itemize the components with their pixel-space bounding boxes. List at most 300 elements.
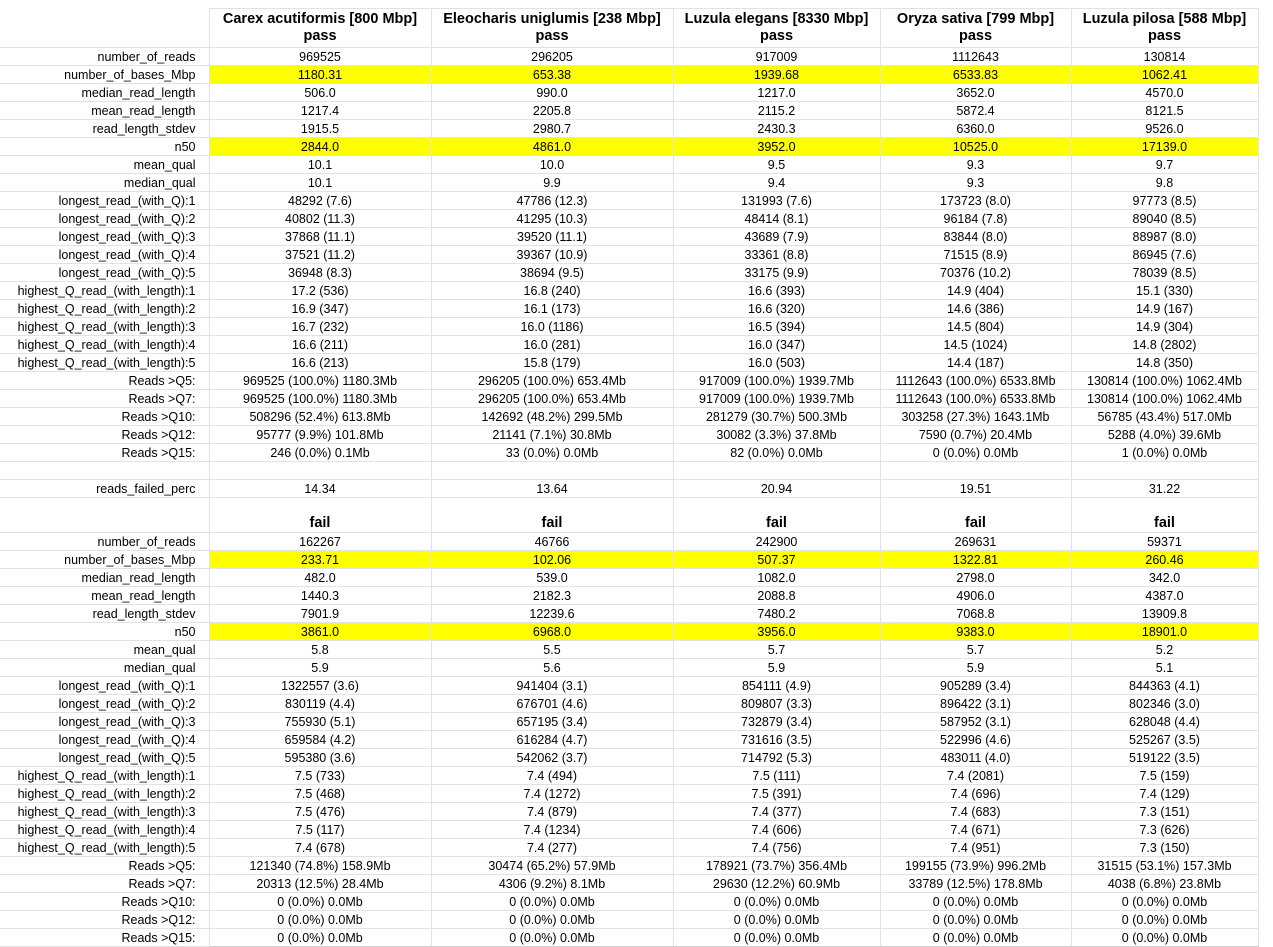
value-cell[interactable]: 4570.0	[1071, 84, 1258, 102]
value-cell[interactable]: 296205	[431, 48, 673, 66]
row-label[interactable]: mean_read_length	[0, 102, 209, 120]
value-cell[interactable]: 4306 (9.2%) 8.1Mb	[431, 875, 673, 893]
row-label[interactable]: Reads >Q5:	[0, 857, 209, 875]
value-cell[interactable]: 70376 (10.2)	[880, 264, 1071, 282]
value-cell[interactable]: 86945 (7.6)	[1071, 246, 1258, 264]
row-label[interactable]: highest_Q_read_(with_length):3	[0, 803, 209, 821]
value-cell[interactable]: 802346 (3.0)	[1071, 695, 1258, 713]
value-cell[interactable]: 616284 (4.7)	[431, 731, 673, 749]
value-cell[interactable]: 5.9	[880, 659, 1071, 677]
value-cell[interactable]: 7.4 (277)	[431, 839, 673, 857]
row-label[interactable]: median_read_length	[0, 569, 209, 587]
value-cell[interactable]: 5872.4	[880, 102, 1071, 120]
value-cell[interactable]: 7.4 (494)	[431, 767, 673, 785]
corner-cell[interactable]	[0, 9, 209, 48]
value-cell[interactable]: 7.4 (671)	[880, 821, 1071, 839]
value-cell[interactable]: 13909.8	[1071, 605, 1258, 623]
value-cell[interactable]: 7.5 (476)	[209, 803, 431, 821]
value-cell[interactable]: 628048 (4.4)	[1071, 713, 1258, 731]
value-cell[interactable]: 2088.8	[673, 587, 880, 605]
empty-cell[interactable]	[673, 498, 880, 516]
value-cell[interactable]: 16.0 (503)	[673, 354, 880, 372]
value-cell[interactable]: 0 (0.0%) 0.0Mb	[1071, 911, 1258, 929]
row-label[interactable]: highest_Q_read_(with_length):2	[0, 300, 209, 318]
row-label[interactable]: longest_read_(with_Q):2	[0, 210, 209, 228]
value-cell[interactable]: 2182.3	[431, 587, 673, 605]
value-cell[interactable]: 7480.2	[673, 605, 880, 623]
value-cell[interactable]: 9.4	[673, 174, 880, 192]
value-cell[interactable]: 260.46	[1071, 551, 1258, 569]
value-cell[interactable]: 0 (0.0%) 0.0Mb	[431, 893, 673, 911]
value-cell[interactable]: 1112643 (100.0%) 6533.8Mb	[880, 390, 1071, 408]
row-label[interactable]: Reads >Q7:	[0, 875, 209, 893]
value-cell[interactable]: 5.8	[209, 641, 431, 659]
value-cell[interactable]: 33 (0.0%) 0.0Mb	[431, 444, 673, 462]
value-cell[interactable]: 3652.0	[880, 84, 1071, 102]
value-cell[interactable]: 6533.83	[880, 66, 1071, 84]
value-cell[interactable]: 88987 (8.0)	[1071, 228, 1258, 246]
value-cell[interactable]: 162267	[209, 533, 431, 551]
fail-label[interactable]: fail	[880, 515, 1071, 533]
value-cell[interactable]: 78039 (8.5)	[1071, 264, 1258, 282]
value-cell[interactable]: 20313 (12.5%) 28.4Mb	[209, 875, 431, 893]
value-cell[interactable]: 7.4 (1272)	[431, 785, 673, 803]
value-cell[interactable]: 36948 (8.3)	[209, 264, 431, 282]
row-label[interactable]: number_of_bases_Mbp	[0, 66, 209, 84]
value-cell[interactable]: 16.0 (1186)	[431, 318, 673, 336]
value-cell[interactable]: 595380 (3.6)	[209, 749, 431, 767]
value-cell[interactable]: 1082.0	[673, 569, 880, 587]
value-cell[interactable]: 7.5 (159)	[1071, 767, 1258, 785]
value-cell[interactable]: 37868 (11.1)	[209, 228, 431, 246]
value-cell[interactable]: 1 (0.0%) 0.0Mb	[1071, 444, 1258, 462]
value-cell[interactable]: 16.9 (347)	[209, 300, 431, 318]
value-cell[interactable]: 16.7 (232)	[209, 318, 431, 336]
value-cell[interactable]: 506.0	[209, 84, 431, 102]
value-cell[interactable]: 969525 (100.0%) 1180.3Mb	[209, 372, 431, 390]
value-cell[interactable]: 1112643 (100.0%) 6533.8Mb	[880, 372, 1071, 390]
fail-label[interactable]: fail	[209, 515, 431, 533]
value-cell[interactable]: 4038 (6.8%) 23.8Mb	[1071, 875, 1258, 893]
value-cell[interactable]: 5.7	[673, 641, 880, 659]
row-label[interactable]: number_of_reads	[0, 48, 209, 66]
value-cell[interactable]: 7.4 (1234)	[431, 821, 673, 839]
value-cell[interactable]: 5.5	[431, 641, 673, 659]
row-label[interactable]: mean_read_length	[0, 587, 209, 605]
value-cell[interactable]: 732879 (3.4)	[673, 713, 880, 731]
value-cell[interactable]: 0 (0.0%) 0.0Mb	[1071, 893, 1258, 911]
value-cell[interactable]: 0 (0.0%) 0.0Mb	[431, 911, 673, 929]
value-cell[interactable]: 1180.31	[209, 66, 431, 84]
value-cell[interactable]: 3861.0	[209, 623, 431, 641]
value-cell[interactable]: 7.4 (377)	[673, 803, 880, 821]
value-cell[interactable]: 990.0	[431, 84, 673, 102]
row-label[interactable]: longest_read_(with_Q):2	[0, 695, 209, 713]
value-cell[interactable]: 0 (0.0%) 0.0Mb	[209, 929, 431, 947]
value-cell[interactable]: 5.2	[1071, 641, 1258, 659]
value-cell[interactable]: 4387.0	[1071, 587, 1258, 605]
row-label[interactable]: Reads >Q10:	[0, 408, 209, 426]
value-cell[interactable]: 14.4 (187)	[880, 354, 1071, 372]
column-header[interactable]	[880, 9, 1071, 48]
value-cell[interactable]: 21141 (7.1%) 30.8Mb	[431, 426, 673, 444]
value-cell[interactable]: 37521 (11.2)	[209, 246, 431, 264]
row-label[interactable]: highest_Q_read_(with_length):5	[0, 839, 209, 857]
value-cell[interactable]: 242900	[673, 533, 880, 551]
empty-cell[interactable]	[1071, 462, 1258, 480]
value-cell[interactable]: 31.22	[1071, 480, 1258, 498]
value-cell[interactable]: 905289 (3.4)	[880, 677, 1071, 695]
value-cell[interactable]: 29630 (12.2%) 60.9Mb	[673, 875, 880, 893]
value-cell[interactable]: 969525 (100.0%) 1180.3Mb	[209, 390, 431, 408]
value-cell[interactable]: 296205 (100.0%) 653.4Mb	[431, 390, 673, 408]
value-cell[interactable]: 5.7	[880, 641, 1071, 659]
value-cell[interactable]: 1915.5	[209, 120, 431, 138]
empty-cell[interactable]	[880, 498, 1071, 516]
value-cell[interactable]: 8121.5	[1071, 102, 1258, 120]
row-label[interactable]: longest_read_(with_Q):3	[0, 713, 209, 731]
value-cell[interactable]: 9.5	[673, 156, 880, 174]
value-cell[interactable]: 7068.8	[880, 605, 1071, 623]
value-cell[interactable]: 1062.41	[1071, 66, 1258, 84]
row-label[interactable]: highest_Q_read_(with_length):3	[0, 318, 209, 336]
row-label[interactable]: longest_read_(with_Q):5	[0, 749, 209, 767]
row-label[interactable]: Reads >Q12:	[0, 426, 209, 444]
value-cell[interactable]: 507.37	[673, 551, 880, 569]
value-cell[interactable]: 16.6 (211)	[209, 336, 431, 354]
row-label[interactable]: median_read_length	[0, 84, 209, 102]
value-cell[interactable]: 30474 (65.2%) 57.9Mb	[431, 857, 673, 875]
value-cell[interactable]: 7.4 (129)	[1071, 785, 1258, 803]
row-label[interactable]: mean_qual	[0, 156, 209, 174]
value-cell[interactable]: 7.5 (391)	[673, 785, 880, 803]
row-label[interactable]: Reads >Q7:	[0, 390, 209, 408]
value-cell[interactable]: 1112643	[880, 48, 1071, 66]
row-label[interactable]: longest_read_(with_Q):3	[0, 228, 209, 246]
value-cell[interactable]: 14.6 (386)	[880, 300, 1071, 318]
value-cell[interactable]: 56785 (43.4%) 517.0Mb	[1071, 408, 1258, 426]
value-cell[interactable]: 854111 (4.9)	[673, 677, 880, 695]
value-cell[interactable]: 3956.0	[673, 623, 880, 641]
value-cell[interactable]: 9.8	[1071, 174, 1258, 192]
value-cell[interactable]: 18901.0	[1071, 623, 1258, 641]
value-cell[interactable]: 9383.0	[880, 623, 1071, 641]
column-header[interactable]	[209, 9, 431, 48]
value-cell[interactable]: 0 (0.0%) 0.0Mb	[431, 929, 673, 947]
value-cell[interactable]: 7.4 (2081)	[880, 767, 1071, 785]
value-cell[interactable]: 1939.68	[673, 66, 880, 84]
row-label[interactable]: longest_read_(with_Q):1	[0, 192, 209, 210]
value-cell[interactable]: 7590 (0.7%) 20.4Mb	[880, 426, 1071, 444]
value-cell[interactable]: 33175 (9.9)	[673, 264, 880, 282]
value-cell[interactable]: 7.4 (678)	[209, 839, 431, 857]
empty-cell[interactable]	[0, 498, 209, 516]
value-cell[interactable]: 7.5 (117)	[209, 821, 431, 839]
value-cell[interactable]: 71515 (8.9)	[880, 246, 1071, 264]
value-cell[interactable]: 7.4 (756)	[673, 839, 880, 857]
column-header[interactable]	[673, 9, 880, 48]
value-cell[interactable]: 7.4 (683)	[880, 803, 1071, 821]
value-cell[interactable]: 83844 (8.0)	[880, 228, 1071, 246]
value-cell[interactable]: 14.9 (404)	[880, 282, 1071, 300]
row-label[interactable]: n50	[0, 623, 209, 641]
value-cell[interactable]: 1217.0	[673, 84, 880, 102]
value-cell[interactable]: 33361 (8.8)	[673, 246, 880, 264]
empty-cell[interactable]	[431, 498, 673, 516]
row-label[interactable]: longest_read_(with_Q):4	[0, 731, 209, 749]
value-cell[interactable]: 969525	[209, 48, 431, 66]
value-cell[interactable]: 731616 (3.5)	[673, 731, 880, 749]
value-cell[interactable]: 0 (0.0%) 0.0Mb	[880, 444, 1071, 462]
value-cell[interactable]: 296205 (100.0%) 653.4Mb	[431, 372, 673, 390]
value-cell[interactable]: 9.7	[1071, 156, 1258, 174]
value-cell[interactable]: 5.6	[431, 659, 673, 677]
value-cell[interactable]: 16.6 (393)	[673, 282, 880, 300]
value-cell[interactable]: 40802 (11.3)	[209, 210, 431, 228]
value-cell[interactable]: 130814 (100.0%) 1062.4Mb	[1071, 390, 1258, 408]
value-cell[interactable]: 676701 (4.6)	[431, 695, 673, 713]
value-cell[interactable]: 15.8 (179)	[431, 354, 673, 372]
value-cell[interactable]: 173723 (8.0)	[880, 192, 1071, 210]
value-cell[interactable]: 6360.0	[880, 120, 1071, 138]
value-cell[interactable]: 483011 (4.0)	[880, 749, 1071, 767]
empty-cell[interactable]	[0, 515, 209, 533]
row-label[interactable]: highest_Q_read_(with_length):1	[0, 767, 209, 785]
value-cell[interactable]: 917009	[673, 48, 880, 66]
value-cell[interactable]: 4861.0	[431, 138, 673, 156]
value-cell[interactable]: 0 (0.0%) 0.0Mb	[880, 929, 1071, 947]
value-cell[interactable]: 0 (0.0%) 0.0Mb	[673, 929, 880, 947]
value-cell[interactable]: 178921 (73.7%) 356.4Mb	[673, 857, 880, 875]
row-label[interactable]: n50	[0, 138, 209, 156]
value-cell[interactable]: 15.1 (330)	[1071, 282, 1258, 300]
value-cell[interactable]: 7.5 (111)	[673, 767, 880, 785]
value-cell[interactable]: 16.6 (213)	[209, 354, 431, 372]
value-cell[interactable]: 39367 (10.9)	[431, 246, 673, 264]
value-cell[interactable]: 7901.9	[209, 605, 431, 623]
value-cell[interactable]: 10.1	[209, 174, 431, 192]
value-cell[interactable]: 522996 (4.6)	[880, 731, 1071, 749]
value-cell[interactable]: 525267 (3.5)	[1071, 731, 1258, 749]
row-label[interactable]: highest_Q_read_(with_length):4	[0, 821, 209, 839]
value-cell[interactable]: 142692 (48.2%) 299.5Mb	[431, 408, 673, 426]
value-cell[interactable]: 6968.0	[431, 623, 673, 641]
value-cell[interactable]: 755930 (5.1)	[209, 713, 431, 731]
value-cell[interactable]: 2205.8	[431, 102, 673, 120]
row-label[interactable]: highest_Q_read_(with_length):1	[0, 282, 209, 300]
value-cell[interactable]: 96184 (7.8)	[880, 210, 1071, 228]
value-cell[interactable]: 587952 (3.1)	[880, 713, 1071, 731]
row-label[interactable]: longest_read_(with_Q):4	[0, 246, 209, 264]
value-cell[interactable]: 482.0	[209, 569, 431, 587]
value-cell[interactable]: 917009 (100.0%) 1939.7Mb	[673, 390, 880, 408]
row-label[interactable]: median_qual	[0, 174, 209, 192]
value-cell[interactable]: 16.8 (240)	[431, 282, 673, 300]
value-cell[interactable]: 342.0	[1071, 569, 1258, 587]
value-cell[interactable]: 14.9 (167)	[1071, 300, 1258, 318]
row-label[interactable]: Reads >Q15:	[0, 444, 209, 462]
value-cell[interactable]: 7.3 (151)	[1071, 803, 1258, 821]
value-cell[interactable]: 0 (0.0%) 0.0Mb	[209, 893, 431, 911]
value-cell[interactable]: 16.1 (173)	[431, 300, 673, 318]
value-cell[interactable]: 121340 (74.8%) 158.9Mb	[209, 857, 431, 875]
value-cell[interactable]: 59371	[1071, 533, 1258, 551]
value-cell[interactable]: 4906.0	[880, 587, 1071, 605]
value-cell[interactable]: 2980.7	[431, 120, 673, 138]
value-cell[interactable]: 281279 (30.7%) 500.3Mb	[673, 408, 880, 426]
row-label[interactable]: Reads >Q5:	[0, 372, 209, 390]
value-cell[interactable]: 1440.3	[209, 587, 431, 605]
value-cell[interactable]: 7.4 (951)	[880, 839, 1071, 857]
value-cell[interactable]: 16.0 (347)	[673, 336, 880, 354]
fail-label[interactable]: fail	[1071, 515, 1258, 533]
value-cell[interactable]: 2115.2	[673, 102, 880, 120]
row-label[interactable]: longest_read_(with_Q):1	[0, 677, 209, 695]
value-cell[interactable]: 9526.0	[1071, 120, 1258, 138]
value-cell[interactable]: 1322557 (3.6)	[209, 677, 431, 695]
value-cell[interactable]: 12239.6	[431, 605, 673, 623]
value-cell[interactable]: 97773 (8.5)	[1071, 192, 1258, 210]
value-cell[interactable]: 46766	[431, 533, 673, 551]
row-label[interactable]: read_length_stdev	[0, 605, 209, 623]
value-cell[interactable]: 844363 (4.1)	[1071, 677, 1258, 695]
value-cell[interactable]: 33789 (12.5%) 178.8Mb	[880, 875, 1071, 893]
value-cell[interactable]: 0 (0.0%) 0.0Mb	[673, 893, 880, 911]
value-cell[interactable]: 48292 (7.6)	[209, 192, 431, 210]
value-cell[interactable]: 9.9	[431, 174, 673, 192]
value-cell[interactable]: 519122 (3.5)	[1071, 749, 1258, 767]
value-cell[interactable]: 1322.81	[880, 551, 1071, 569]
value-cell[interactable]: 9.3	[880, 156, 1071, 174]
value-cell[interactable]: 39520 (11.1)	[431, 228, 673, 246]
value-cell[interactable]: 20.94	[673, 480, 880, 498]
row-label[interactable]: read_length_stdev	[0, 120, 209, 138]
value-cell[interactable]: 2798.0	[880, 569, 1071, 587]
value-cell[interactable]: 10525.0	[880, 138, 1071, 156]
value-cell[interactable]: 41295 (10.3)	[431, 210, 673, 228]
value-cell[interactable]: 0 (0.0%) 0.0Mb	[880, 893, 1071, 911]
value-cell[interactable]: 917009 (100.0%) 1939.7Mb	[673, 372, 880, 390]
value-cell[interactable]: 16.0 (281)	[431, 336, 673, 354]
empty-cell[interactable]	[0, 462, 209, 480]
value-cell[interactable]: 17.2 (536)	[209, 282, 431, 300]
value-cell[interactable]: 14.34	[209, 480, 431, 498]
value-cell[interactable]: 5288 (4.0%) 39.6Mb	[1071, 426, 1258, 444]
value-cell[interactable]: 830119 (4.4)	[209, 695, 431, 713]
value-cell[interactable]: 43689 (7.9)	[673, 228, 880, 246]
value-cell[interactable]: 47786 (12.3)	[431, 192, 673, 210]
row-label[interactable]: highest_Q_read_(with_length):5	[0, 354, 209, 372]
row-label[interactable]: highest_Q_read_(with_length):4	[0, 336, 209, 354]
value-cell[interactable]: 5.9	[673, 659, 880, 677]
value-cell[interactable]: 7.5 (733)	[209, 767, 431, 785]
value-cell[interactable]: 714792 (5.3)	[673, 749, 880, 767]
row-label[interactable]: longest_read_(with_Q):5	[0, 264, 209, 282]
value-cell[interactable]: 14.9 (304)	[1071, 318, 1258, 336]
value-cell[interactable]: 7.4 (696)	[880, 785, 1071, 803]
value-cell[interactable]: 89040 (8.5)	[1071, 210, 1258, 228]
value-cell[interactable]: 31515 (53.1%) 157.3Mb	[1071, 857, 1258, 875]
value-cell[interactable]: 896422 (3.1)	[880, 695, 1071, 713]
value-cell[interactable]: 0 (0.0%) 0.0Mb	[673, 911, 880, 929]
value-cell[interactable]: 809807 (3.3)	[673, 695, 880, 713]
value-cell[interactable]: 657195 (3.4)	[431, 713, 673, 731]
row-label[interactable]: Reads >Q15:	[0, 929, 209, 947]
empty-cell[interactable]	[1071, 498, 1258, 516]
value-cell[interactable]: 82 (0.0%) 0.0Mb	[673, 444, 880, 462]
value-cell[interactable]: 246 (0.0%) 0.1Mb	[209, 444, 431, 462]
value-cell[interactable]: 303258 (27.3%) 1643.1Mb	[880, 408, 1071, 426]
value-cell[interactable]: 5.9	[209, 659, 431, 677]
fail-label[interactable]: fail	[673, 515, 880, 533]
value-cell[interactable]: 7.4 (879)	[431, 803, 673, 821]
value-cell[interactable]: 1217.4	[209, 102, 431, 120]
value-cell[interactable]: 130814 (100.0%) 1062.4Mb	[1071, 372, 1258, 390]
value-cell[interactable]: 233.71	[209, 551, 431, 569]
value-cell[interactable]: 14.5 (1024)	[880, 336, 1071, 354]
value-cell[interactable]: 16.6 (320)	[673, 300, 880, 318]
row-label[interactable]: Reads >Q10:	[0, 893, 209, 911]
fail-label[interactable]: fail	[431, 515, 673, 533]
value-cell[interactable]: 539.0	[431, 569, 673, 587]
value-cell[interactable]: 17139.0	[1071, 138, 1258, 156]
value-cell[interactable]: 19.51	[880, 480, 1071, 498]
value-cell[interactable]: 48414 (8.1)	[673, 210, 880, 228]
value-cell[interactable]: 30082 (3.3%) 37.8Mb	[673, 426, 880, 444]
row-label[interactable]: reads_failed_perc	[0, 480, 209, 498]
value-cell[interactable]: 10.1	[209, 156, 431, 174]
value-cell[interactable]: 102.06	[431, 551, 673, 569]
empty-cell[interactable]	[673, 462, 880, 480]
value-cell[interactable]: 7.3 (626)	[1071, 821, 1258, 839]
value-cell[interactable]: 14.5 (804)	[880, 318, 1071, 336]
value-cell[interactable]: 131993 (7.6)	[673, 192, 880, 210]
value-cell[interactable]: 269631	[880, 533, 1071, 551]
value-cell[interactable]: 10.0	[431, 156, 673, 174]
empty-cell[interactable]	[431, 462, 673, 480]
value-cell[interactable]: 2430.3	[673, 120, 880, 138]
value-cell[interactable]: 7.4 (606)	[673, 821, 880, 839]
value-cell[interactable]: 14.8 (350)	[1071, 354, 1258, 372]
empty-cell[interactable]	[880, 462, 1071, 480]
row-label[interactable]: number_of_reads	[0, 533, 209, 551]
value-cell[interactable]: 95777 (9.9%) 101.8Mb	[209, 426, 431, 444]
value-cell[interactable]: 941404 (3.1)	[431, 677, 673, 695]
row-label[interactable]: highest_Q_read_(with_length):2	[0, 785, 209, 803]
value-cell[interactable]: 542062 (3.7)	[431, 749, 673, 767]
row-label[interactable]: number_of_bases_Mbp	[0, 551, 209, 569]
value-cell[interactable]: 7.3 (150)	[1071, 839, 1258, 857]
row-label[interactable]: mean_qual	[0, 641, 209, 659]
value-cell[interactable]: 13.64	[431, 480, 673, 498]
empty-cell[interactable]	[209, 498, 431, 516]
value-cell[interactable]: 5.1	[1071, 659, 1258, 677]
column-header[interactable]	[1071, 9, 1258, 48]
value-cell[interactable]: 14.8 (2802)	[1071, 336, 1258, 354]
row-label[interactable]: median_qual	[0, 659, 209, 677]
row-label[interactable]: Reads >Q12:	[0, 911, 209, 929]
column-header[interactable]	[431, 9, 673, 48]
value-cell[interactable]: 2844.0	[209, 138, 431, 156]
value-cell[interactable]: 653.38	[431, 66, 673, 84]
value-cell[interactable]: 0 (0.0%) 0.0Mb	[880, 911, 1071, 929]
value-cell[interactable]: 508296 (52.4%) 613.8Mb	[209, 408, 431, 426]
value-cell[interactable]: 0 (0.0%) 0.0Mb	[209, 911, 431, 929]
value-cell[interactable]: 7.5 (468)	[209, 785, 431, 803]
value-cell[interactable]: 9.3	[880, 174, 1071, 192]
value-cell[interactable]: 130814	[1071, 48, 1258, 66]
empty-cell[interactable]	[209, 462, 431, 480]
